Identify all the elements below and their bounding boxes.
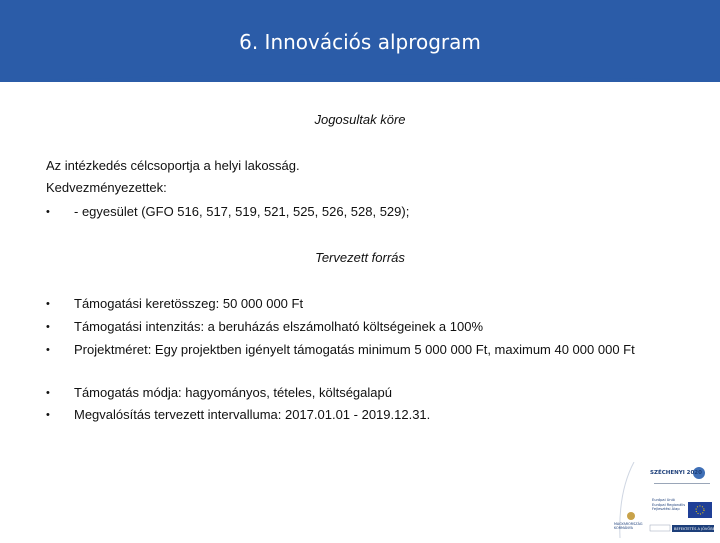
funding-item: Támogatás módja: hagyományos, tételes, költségalapú <box>74 385 392 400</box>
section-heading-eligible: Jogosultak köre <box>314 112 406 127</box>
target-group-text: Az intézkedés célcsoportja a helyi lakosság. <box>46 158 300 173</box>
bullet-icon: • <box>46 206 50 218</box>
funding-item: Projektméret: Egy projektben igényelt támogatás minimum 5 000 000 Ft, maximum 40 000 000 Ft <box>74 342 635 357</box>
bullet-icon: • <box>46 321 50 333</box>
funding-item: Megvalósítás tervezett intervalluma: 2017.01.01 - 2019.12.31. <box>74 407 431 422</box>
beneficiary-item: - egyesület (GFO 516, 517, 519, 521, 525, 526, 528, 529); <box>74 204 410 219</box>
page-title: 6. Innovációs alprogram <box>239 30 481 54</box>
logo-brand: SZÉCHENYI 2020 <box>650 470 702 476</box>
header-wave <box>0 62 720 90</box>
invest-text: BEFEKTETÉS A JÖVŐBE <box>674 526 715 531</box>
bullet-icon: • <box>46 387 50 399</box>
beneficiaries-label: Kedvezményezettek: <box>46 180 167 195</box>
eu-fund-text: Európai Unió Európai Regionális Fejlesztési Alap <box>652 498 686 512</box>
bullet-icon: • <box>46 409 50 421</box>
government-text: MAGYARORSZÁG KORMÁNYA <box>614 522 643 530</box>
szechenyi-logo <box>612 462 716 538</box>
bullet-icon: • <box>46 298 50 310</box>
funding-item: Támogatási intenzitás: a beruházás elszámolható költségeinek a 100% <box>74 319 484 334</box>
bullet-icon: • <box>46 344 50 356</box>
section-heading-funding: Tervezett forrás <box>315 250 405 265</box>
funding-item: Támogatási keretösszeg: 50 000 000 Ft <box>74 296 304 311</box>
